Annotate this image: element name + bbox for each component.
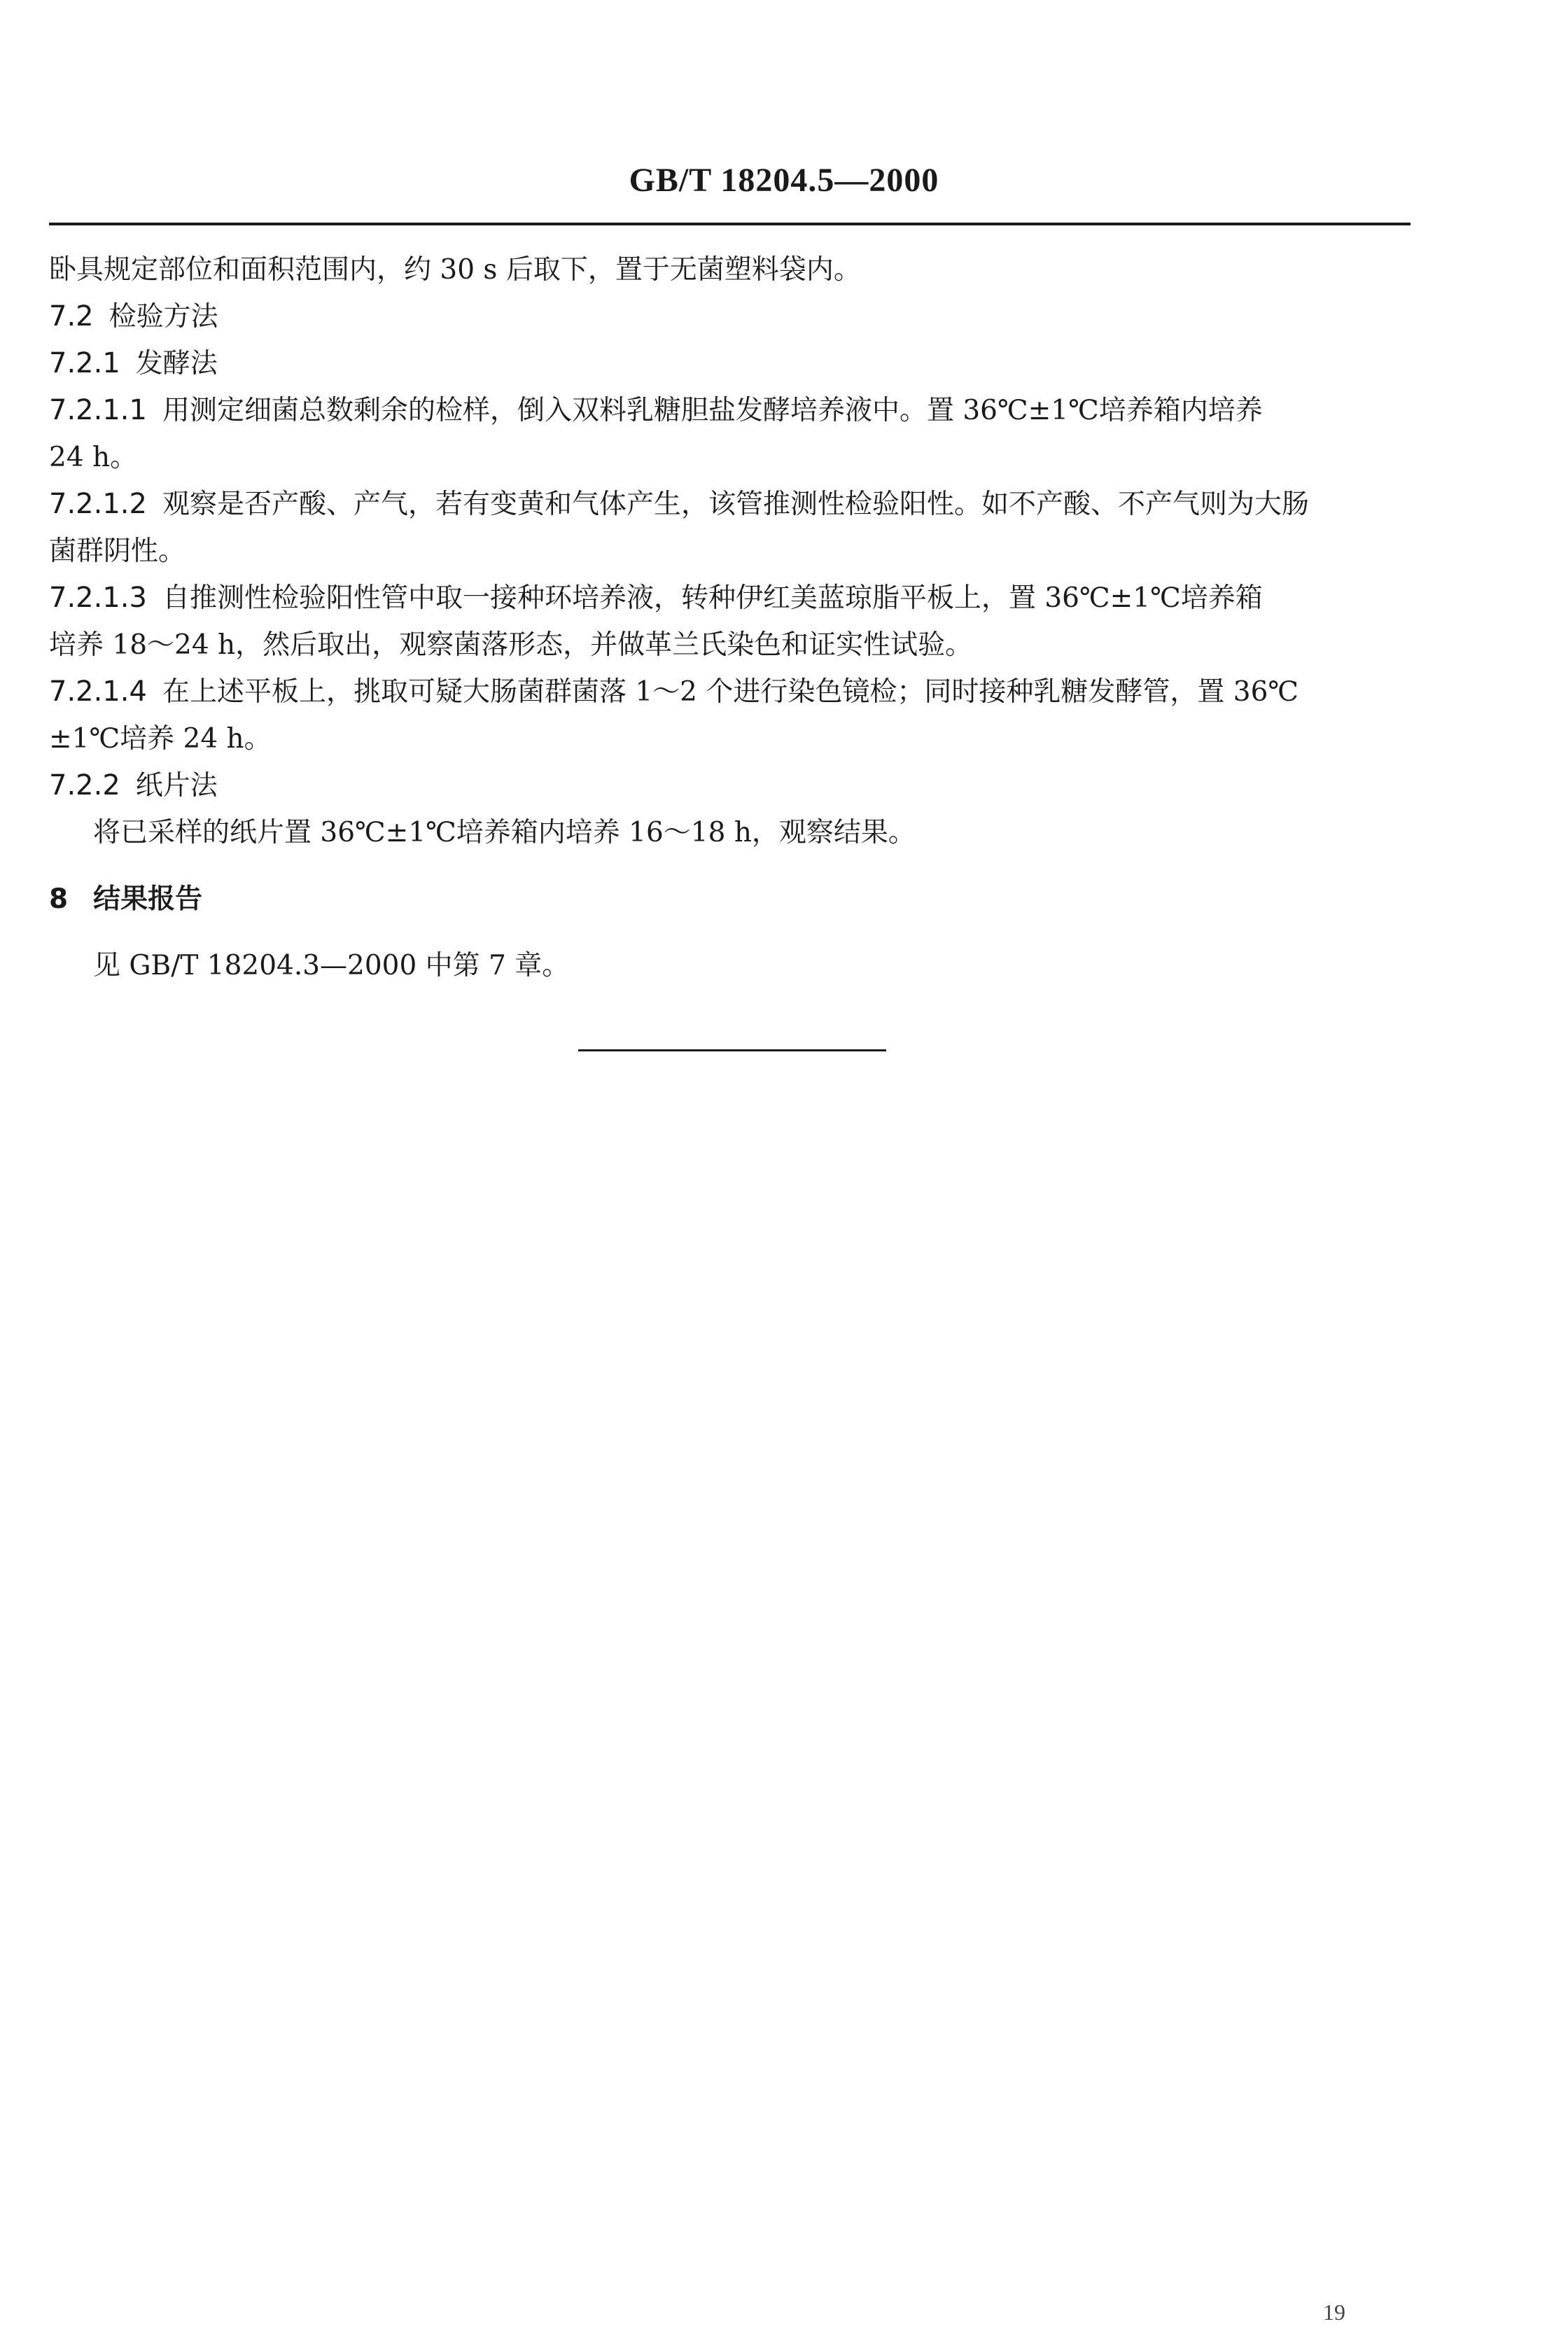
section-number: 7.2.1 xyxy=(49,347,120,379)
document-header: GB/T 18204.5—2000 xyxy=(629,162,939,199)
section-7-2-2-body: 将已采样的纸片置 36℃±1℃培养箱内培养 16～18 h，观察结果。 xyxy=(93,817,916,848)
clause-number: 7.2.1.1 xyxy=(49,394,147,426)
clause-text-line: 在上述平板上，挑取可疑大肠菌群菌落 1～2 个进行染色镜检；同时接种乳糖发酵管，置 36℃ xyxy=(162,676,1299,708)
clause-text-line: 用测定细菌总数剩余的检样，倒入双料乳糖胆盐发酵培养液中。置 36℃±1℃培养箱内培养 xyxy=(162,395,1263,426)
section-title: 发酵法 xyxy=(135,348,218,379)
clause-7-2-1-3 xyxy=(49,575,1414,622)
section-8-heading xyxy=(49,876,1414,923)
section-7-2-heading xyxy=(49,293,1414,340)
clause-7-2-1-4 xyxy=(49,668,1414,715)
section-number: 7.2 xyxy=(49,300,94,332)
end-of-document-rule xyxy=(578,1049,886,1051)
intro-paragraph: 卧具规定部位和面积范围内，约 30 s 后取下，置于无菌塑料袋内。 xyxy=(49,254,861,286)
section-8-body: 见 GB/T 18204.3—2000 中第 7 章。 xyxy=(93,950,570,981)
section-title: 纸片法 xyxy=(135,770,218,802)
section-title: 检验方法 xyxy=(108,301,218,332)
clause-number: 7.2.1.2 xyxy=(49,488,147,520)
page-number: 19 xyxy=(1323,2300,1345,2325)
section-number: 7.2.2 xyxy=(49,769,120,802)
clause-7-2-1-1 xyxy=(49,387,1414,434)
document-body xyxy=(49,246,1414,989)
clause-text-line: 自推测性检验阳性管中取一接种环培养液，转种伊红美蓝琼脂平板上，置 36℃±1℃培养箱 xyxy=(162,582,1263,614)
clause-text-line: 观察是否产酸、产气，若有变黄和气体产生，该管推测性检验阳性。如不产酸、不产气则为大肠 xyxy=(162,489,1309,520)
clause-7-2-1-2 xyxy=(49,481,1414,528)
section-7-2-2-heading xyxy=(49,762,1414,809)
section-number: 8 xyxy=(49,883,69,915)
clause-7-2-1-2-continued: 菌群阴性。 xyxy=(49,536,186,567)
section-title: 结果报告 xyxy=(93,883,203,915)
clause-7-2-1-1-continued: 24 h。 xyxy=(49,442,138,473)
clause-7-2-1-3-continued: 培养 18～24 h，然后取出，观察菌落形态，并做革兰氏染色和证实性试验。 xyxy=(49,629,973,661)
clause-7-2-1-4-continued: ±1℃培养 24 h。 xyxy=(49,723,272,755)
clause-number: 7.2.1.4 xyxy=(49,676,147,708)
header-rule xyxy=(49,223,1410,225)
clause-number: 7.2.1.3 xyxy=(49,582,147,614)
section-7-2-1-heading xyxy=(49,340,1414,387)
